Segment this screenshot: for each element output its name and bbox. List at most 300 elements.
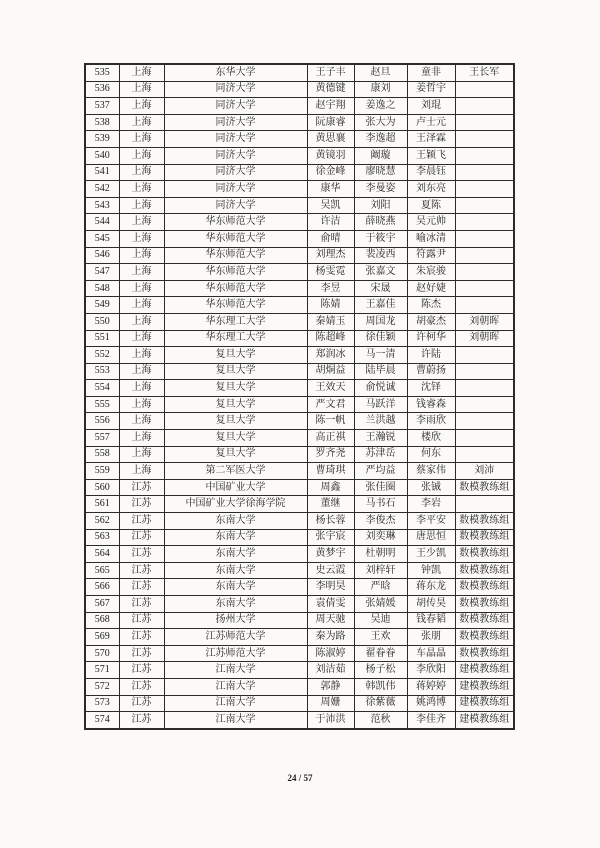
table-cell-index: 540 [85,147,119,164]
table-cell-index: 563 [85,529,119,546]
table-row [85,678,514,695]
table-row [85,695,514,712]
table-cell-member3: 蒋婷婷 [407,678,455,695]
table-cell-university: 华东师范大学 [164,247,307,264]
table-cell-member3: 蒋东龙 [407,579,455,596]
table-cell-university: 东南大学 [164,546,307,563]
table-row [85,214,514,231]
table-cell-member3: 何东 [407,446,455,463]
table-cell-region: 上海 [119,98,164,115]
table-row [85,546,514,563]
table-cell-index: 552 [85,347,119,364]
table-cell-coach: 数模教练组 [455,529,514,546]
table-cell-region: 上海 [119,330,164,347]
table-cell-member2: 韩凯伟 [354,678,407,695]
table-cell-member2: 刘奕琳 [354,529,407,546]
table-cell-member1: 陈超峰 [307,330,354,347]
table-cell-member3: 许陆 [407,347,455,364]
table-cell-index: 536 [85,81,119,98]
table-cell-region: 江苏 [119,629,164,646]
table-cell-member3: 刘东亮 [407,181,455,198]
table-cell-member1: 曹琦琪 [307,463,354,480]
table-cell-index: 562 [85,513,119,530]
table-cell-member1: 刘洁茹 [307,662,354,679]
table-cell-member3: 李欣阳 [407,662,455,679]
table-cell-region: 上海 [119,413,164,430]
table-cell-index: 558 [85,446,119,463]
table-cell-member3: 胡豪杰 [407,313,455,330]
table-row [85,579,514,596]
table-cell-index: 572 [85,678,119,695]
table-cell-member1: 康华 [307,181,354,198]
table-cell-coach: 刘朝晖 [455,330,514,347]
table-cell-university: 华东理工大学 [164,330,307,347]
table-cell-member3: 喻冰清 [407,230,455,247]
table-cell-region: 上海 [119,264,164,281]
table-cell-coach [455,81,514,98]
table-cell-member2: 于筱宇 [354,230,407,247]
table-cell-index: 556 [85,413,119,430]
table-row [85,413,514,430]
table-cell-index: 538 [85,114,119,131]
table-cell-member2: 张大为 [354,114,407,131]
table-cell-member2: 范秋 [354,712,407,729]
table-cell-coach [455,264,514,281]
table-cell-coach: 数模教练组 [455,562,514,579]
table-cell-university: 同济大学 [164,147,307,164]
table-cell-coach [455,396,514,413]
table-row [85,430,514,447]
table-cell-coach [455,131,514,148]
table-cell-member2: 廖晓慧 [354,164,407,181]
table-row [85,596,514,613]
table-cell-member2: 李曼姿 [354,181,407,198]
table-cell-region: 上海 [119,380,164,397]
table-cell-member2: 宋晟 [354,280,407,297]
table-cell-university: 第二军医大学 [164,463,307,480]
table-cell-member2: 张佳圈 [354,479,407,496]
table-cell-member1: 史云霞 [307,562,354,579]
table-row [85,98,514,115]
table-cell-member1: 王子丰 [307,64,354,81]
table-cell-university: 同济大学 [164,164,307,181]
table-row [85,297,514,314]
table-cell-region: 上海 [119,164,164,181]
table-cell-coach [455,363,514,380]
table-cell-member1: 阮康睿 [307,114,354,131]
table-cell-member1: 秦婧玉 [307,313,354,330]
table-cell-member3: 张朋 [407,629,455,646]
table-cell-index: 567 [85,596,119,613]
table-cell-region: 上海 [119,463,164,480]
table-cell-member3: 曹蔚扬 [407,363,455,380]
table-cell-member1: 严文君 [307,396,354,413]
table-cell-region: 上海 [119,64,164,81]
table-cell-member2: 兰洪越 [354,413,407,430]
table-cell-coach: 王长军 [455,64,514,81]
table-cell-region: 江苏 [119,712,164,729]
table-cell-member1: 杨长蓉 [307,513,354,530]
table-cell-member2: 杨子松 [354,662,407,679]
table-cell-region: 江苏 [119,662,164,679]
table-cell-region: 江苏 [119,695,164,712]
table-cell-member3: 童非 [407,64,455,81]
table-cell-member2: 李俊杰 [354,513,407,530]
table-cell-university: 江南大学 [164,712,307,729]
table-cell-region: 江苏 [119,678,164,695]
table-cell-member1: 李昱 [307,280,354,297]
table-cell-university: 东华大学 [164,64,307,81]
table-cell-region: 江苏 [119,546,164,563]
table-cell-region: 上海 [119,197,164,214]
table-row [85,479,514,496]
table-cell-coach: 数模教练组 [455,596,514,613]
table-cell-member2: 周国龙 [354,313,407,330]
table-row [85,313,514,330]
table-cell-region: 上海 [119,347,164,364]
table-cell-region: 江苏 [119,596,164,613]
table-row [85,712,514,729]
table-cell-member1: 于沛洪 [307,712,354,729]
table-row [85,363,514,380]
table-cell-member3: 赵好婕 [407,280,455,297]
table-row [85,662,514,679]
table-row [85,529,514,546]
table-cell-coach [455,413,514,430]
table-cell-university: 同济大学 [164,181,307,198]
table-cell-member3: 朱宸骏 [407,264,455,281]
table-cell-index: 554 [85,380,119,397]
table-cell-member3: 李岩 [407,496,455,513]
table-cell-index: 543 [85,197,119,214]
table-cell-region: 江苏 [119,479,164,496]
table-cell-coach: 建模教练组 [455,695,514,712]
table-cell-member2: 刘梓轩 [354,562,407,579]
table-cell-member2: 苏津岳 [354,446,407,463]
table-cell-member2: 裴凌西 [354,247,407,264]
table-cell-university: 华东师范大学 [164,230,307,247]
table-cell-member2: 吴迪 [354,612,407,629]
table-cell-member1: 黄镜羽 [307,147,354,164]
table-cell-coach: 建模教练组 [455,662,514,679]
table-cell-university: 东南大学 [164,513,307,530]
table-cell-coach: 刘朝晖 [455,313,514,330]
table-cell-member2: 赵旦 [354,64,407,81]
table-cell-member2: 徐紫薇 [354,695,407,712]
table-cell-member2: 姜逸之 [354,98,407,115]
table-cell-university: 华东师范大学 [164,264,307,281]
table-cell-index: 569 [85,629,119,646]
table-cell-university: 华东师范大学 [164,280,307,297]
table-cell-member3: 胡传昊 [407,596,455,613]
table-cell-member2: 阚璇 [354,147,407,164]
table-cell-member3: 楼欣 [407,430,455,447]
table-cell-region: 上海 [119,446,164,463]
table-cell-coach [455,297,514,314]
table-row [85,197,514,214]
table-cell-index: 546 [85,247,119,264]
table-row [85,380,514,397]
table-cell-index: 571 [85,662,119,679]
table-cell-index: 568 [85,612,119,629]
table-cell-region: 江苏 [119,579,164,596]
table-row [85,463,514,480]
table-cell-member3: 钱睿森 [407,396,455,413]
table-row [85,114,514,131]
table-cell-member1: 王效天 [307,380,354,397]
table-cell-index: 545 [85,230,119,247]
table-cell-university: 同济大学 [164,197,307,214]
table-cell-member3: 王颖飞 [407,147,455,164]
table-cell-coach [455,280,514,297]
table-cell-member3: 李平安 [407,513,455,530]
table-cell-member1: 黄德键 [307,81,354,98]
table-cell-member3: 卢士元 [407,114,455,131]
table-cell-member3: 刘琨 [407,98,455,115]
table-cell-member1: 郭静 [307,678,354,695]
table-cell-index: 542 [85,181,119,198]
table-cell-coach [455,214,514,231]
table-cell-university: 中国矿业大学徐海学院 [164,496,307,513]
table-cell-region: 江苏 [119,496,164,513]
table-cell-member2: 翟眷眷 [354,645,407,662]
table-cell-index: 573 [85,695,119,712]
table-cell-coach [455,114,514,131]
table-cell-university: 复旦大学 [164,380,307,397]
table-cell-member3: 张铖 [407,479,455,496]
table-cell-region: 上海 [119,396,164,413]
table-cell-index: 565 [85,562,119,579]
table-cell-index: 548 [85,280,119,297]
table-row [85,147,514,164]
table-cell-member2: 张嘉文 [354,264,407,281]
table-cell-member1: 吴凯 [307,197,354,214]
table-cell-region: 上海 [119,81,164,98]
table-cell-index: 541 [85,164,119,181]
table-cell-university: 复旦大学 [164,396,307,413]
table-row [85,446,514,463]
table-cell-member1: 罗齐尧 [307,446,354,463]
table-cell-member2: 王欢 [354,629,407,646]
table-cell-university: 江苏师范大学 [164,645,307,662]
table-cell-region: 上海 [119,363,164,380]
table-cell-coach [455,181,514,198]
table-cell-member3: 王泽霖 [407,131,455,148]
table-cell-coach [455,98,514,115]
table-row [85,247,514,264]
table-cell-member3: 李佳齐 [407,712,455,729]
table-cell-member2: 马书石 [354,496,407,513]
table-row [85,330,514,347]
table-cell-member1: 胡烔益 [307,363,354,380]
table-cell-coach [455,147,514,164]
table-cell-coach [455,347,514,364]
table-cell-coach: 数模教练组 [455,479,514,496]
table-cell-coach [455,230,514,247]
table-row [85,81,514,98]
table-cell-member1: 黄梦宇 [307,546,354,563]
table-cell-member3: 钟凯 [407,562,455,579]
table-row [85,181,514,198]
table-cell-member1: 刘理杰 [307,247,354,264]
table-cell-member2: 王嘉佳 [354,297,407,314]
table-cell-region: 上海 [119,131,164,148]
table-cell-member3: 符露尹 [407,247,455,264]
table-cell-coach: 数模教练组 [455,579,514,596]
table-cell-university: 江南大学 [164,678,307,695]
table-cell-coach [455,247,514,264]
table-cell-member2: 李逸超 [354,131,407,148]
table-cell-member1: 周姗 [307,695,354,712]
table-cell-member2: 刘阳 [354,197,407,214]
table-cell-member3: 陈杰 [407,297,455,314]
table-cell-member3: 车晶晶 [407,645,455,662]
table-cell-university: 同济大学 [164,98,307,115]
table-cell-member3: 唐思恒 [407,529,455,546]
table-cell-coach: 刘沛 [455,463,514,480]
table-cell-member2: 严晗 [354,579,407,596]
table-cell-member3: 姜哲宇 [407,81,455,98]
table-cell-index: 561 [85,496,119,513]
table-cell-member1: 周鑫 [307,479,354,496]
table-cell-member1: 陈淑婷 [307,645,354,662]
table-cell-region: 上海 [119,430,164,447]
table-row [85,131,514,148]
table-cell-member1: 徐金峰 [307,164,354,181]
table-cell-university: 复旦大学 [164,430,307,447]
table-cell-region: 上海 [119,230,164,247]
table-cell-coach [455,380,514,397]
table-cell-university: 江南大学 [164,695,307,712]
page-number: 24 / 57 [287,773,313,783]
table-cell-university: 东南大学 [164,579,307,596]
table-cell-region: 江苏 [119,612,164,629]
table-cell-university: 中国矿业大学 [164,479,307,496]
table-cell-region: 江苏 [119,562,164,579]
table-row [85,562,514,579]
table-cell-university: 东南大学 [164,562,307,579]
table-cell-member3: 蔡家伟 [407,463,455,480]
table-body [85,64,514,729]
table-cell-university: 同济大学 [164,114,307,131]
table-cell-index: 547 [85,264,119,281]
table-row [85,396,514,413]
table-cell-university: 东南大学 [164,529,307,546]
table-cell-university: 扬州大学 [164,612,307,629]
table-row [85,230,514,247]
table-cell-region: 上海 [119,297,164,314]
table-cell-index: 564 [85,546,119,563]
table-cell-member3: 夏陈 [407,197,455,214]
table-cell-index: 560 [85,479,119,496]
table-cell-university: 东南大学 [164,596,307,613]
table-cell-coach: 建模教练组 [455,712,514,729]
table-cell-member2: 康刘 [354,81,407,98]
table-cell-university: 同济大学 [164,81,307,98]
table-cell-member1: 周天驰 [307,612,354,629]
table-cell-index: 535 [85,64,119,81]
table-cell-member2: 严均益 [354,463,407,480]
table-cell-region: 上海 [119,181,164,198]
table-cell-member3: 姚鸿博 [407,695,455,712]
table-cell-index: 537 [85,98,119,115]
table-row [85,164,514,181]
table-cell-index: 551 [85,330,119,347]
table-cell-university: 江苏师范大学 [164,629,307,646]
table-cell-member1: 杨雯霓 [307,264,354,281]
table-cell-member1: 陈婧 [307,297,354,314]
table-cell-member2: 杜朝明 [354,546,407,563]
table-cell-university: 江南大学 [164,662,307,679]
table-cell-member3: 沈铎 [407,380,455,397]
table-cell-coach [455,496,514,513]
table-cell-member1: 赵宇翔 [307,98,354,115]
table-cell-member2: 王瀚锐 [354,430,407,447]
table-cell-member3: 王少凯 [407,546,455,563]
table-cell-coach: 数模教练组 [455,513,514,530]
table-cell-member3: 李雨欣 [407,413,455,430]
table-cell-university: 复旦大学 [164,413,307,430]
table-cell-coach: 数模教练组 [455,612,514,629]
table-cell-coach: 数模教练组 [455,645,514,662]
table-cell-coach [455,197,514,214]
table-cell-index: 559 [85,463,119,480]
table-cell-region: 上海 [119,214,164,231]
table-cell-member2: 马跃洋 [354,396,407,413]
table-cell-member1: 陈一帆 [307,413,354,430]
table-cell-member2: 马一清 [354,347,407,364]
table-cell-member3: 吴元帅 [407,214,455,231]
table-row [85,612,514,629]
table-cell-coach [455,430,514,447]
table-cell-coach [455,164,514,181]
table-cell-member1: 李明昊 [307,579,354,596]
table-cell-index: 544 [85,214,119,231]
table-cell-member1: 秦为路 [307,629,354,646]
table-cell-university: 华东理工大学 [164,313,307,330]
table-cell-region: 上海 [119,147,164,164]
table-cell-index: 539 [85,131,119,148]
table-row [85,645,514,662]
table-cell-member2: 薛晓燕 [354,214,407,231]
table-row [85,280,514,297]
table-cell-member2: 陆毕晨 [354,363,407,380]
table-cell-university: 同济大学 [164,131,307,148]
table-cell-index: 557 [85,430,119,447]
table-row [85,264,514,281]
table-cell-member1: 董继 [307,496,354,513]
table-cell-coach: 数模教练组 [455,546,514,563]
table-cell-index: 553 [85,363,119,380]
table-cell-university: 华东师范大学 [164,297,307,314]
table-cell-member2: 徐佳颖 [354,330,407,347]
table-cell-member1: 黄思襄 [307,131,354,148]
table-cell-index: 574 [85,712,119,729]
table-cell-region: 上海 [119,313,164,330]
table-cell-member2: 俞悦诚 [354,380,407,397]
table-cell-region: 江苏 [119,529,164,546]
table-cell-coach: 数模教练组 [455,629,514,646]
table-cell-member1: 郑润冰 [307,347,354,364]
table-row [85,513,514,530]
table-cell-region: 江苏 [119,513,164,530]
table-cell-member3: 钱春韬 [407,612,455,629]
table-cell-coach [455,446,514,463]
table-cell-member1: 张宇宸 [307,529,354,546]
table-row [85,347,514,364]
table-cell-region: 上海 [119,247,164,264]
table-cell-member2: 张婧媛 [354,596,407,613]
